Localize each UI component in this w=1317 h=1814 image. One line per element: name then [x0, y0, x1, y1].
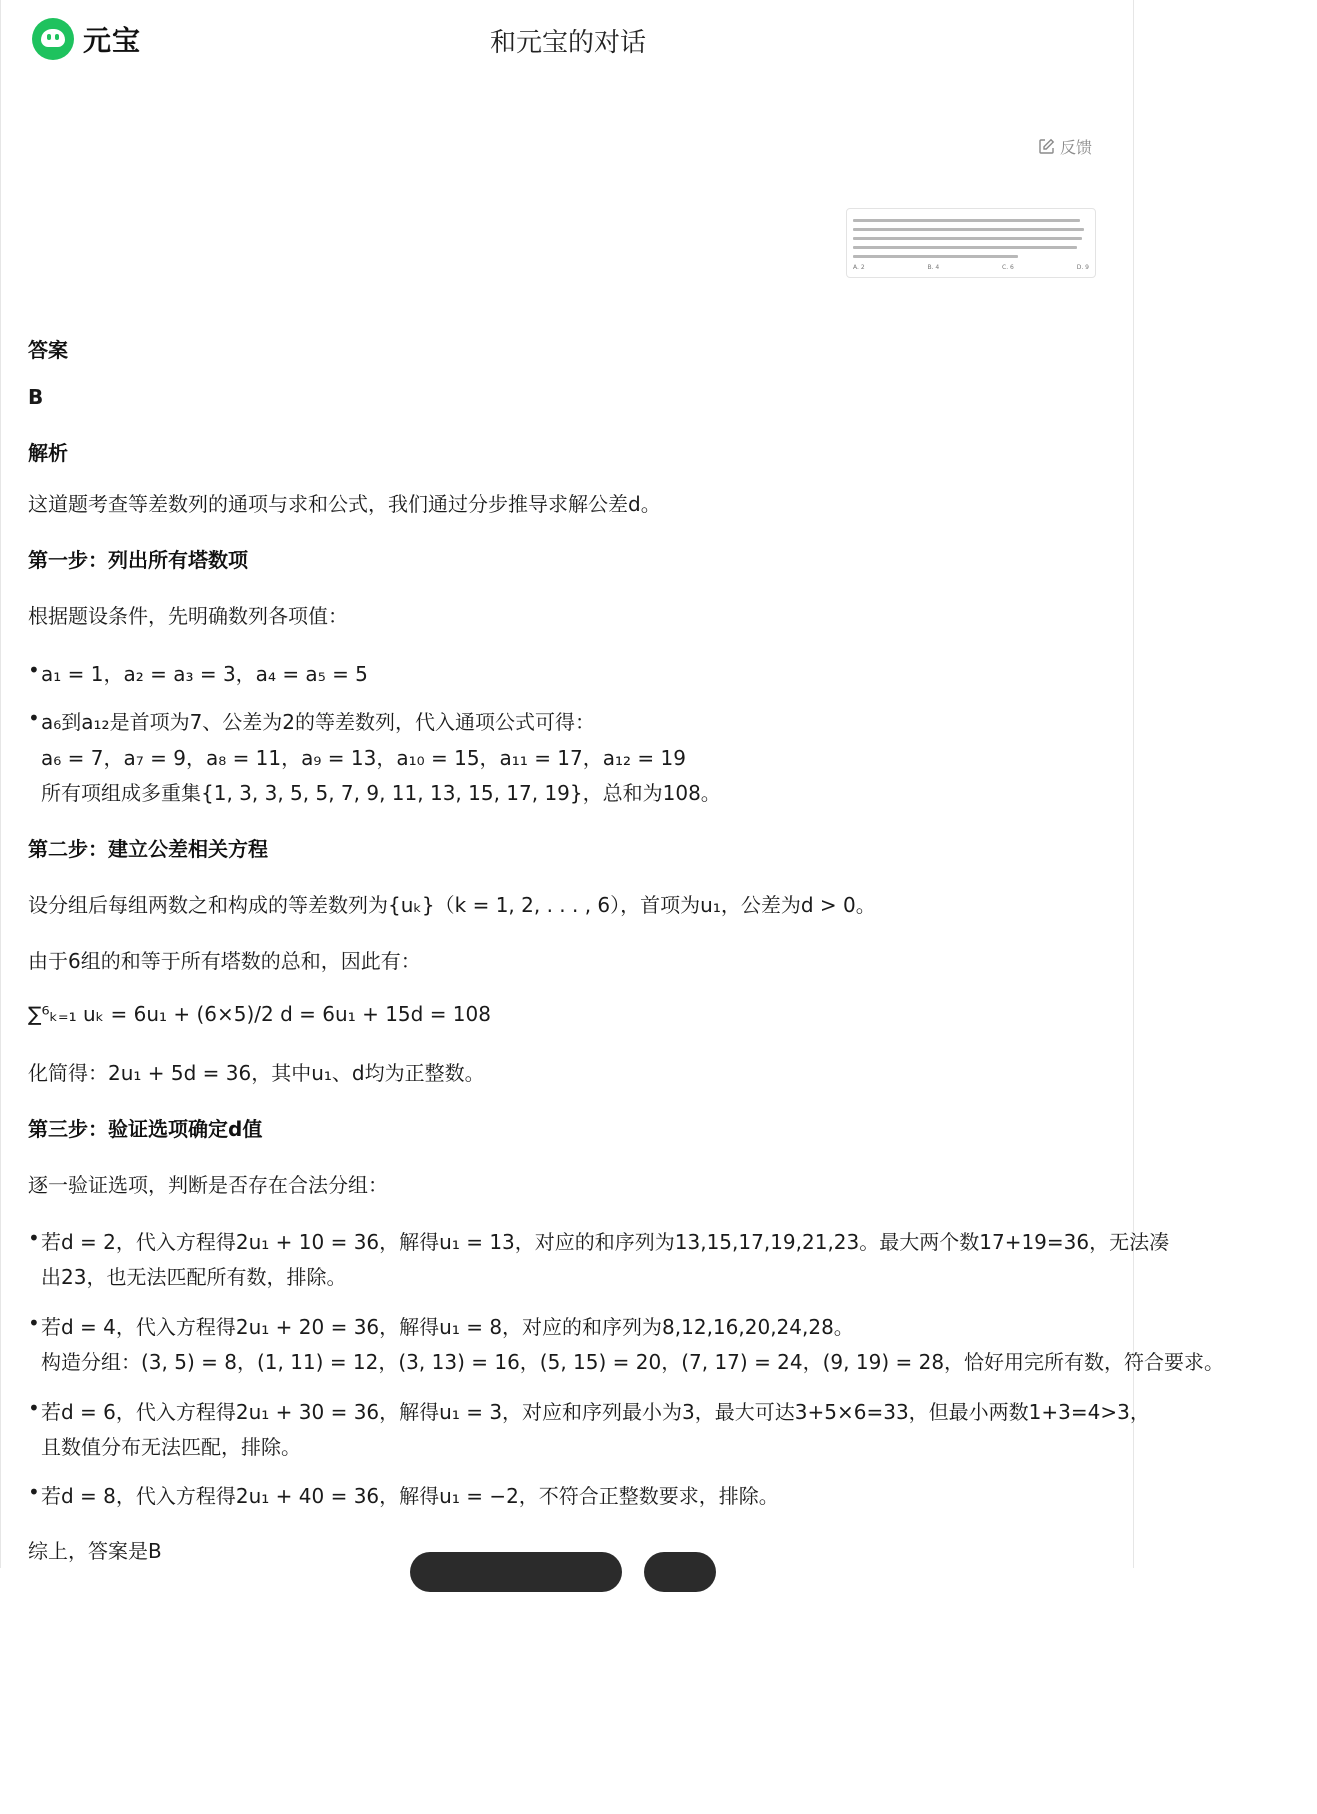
- step1-bullet2: a₆到a₁₂是首项为7、公差为2的等差数列，代入通项公式可得：: [41, 710, 596, 734]
- step3-title: 第三步：验证选项确定d值: [28, 1117, 263, 1141]
- step1-intro: 根据题设条件，先明确数列各项值：: [28, 604, 348, 628]
- answer-heading: 答案: [28, 338, 68, 362]
- bullet-dot: •: [28, 1480, 40, 1504]
- bullet-dot: •: [28, 706, 40, 730]
- step2-text3: 化简得：2u₁ + 5d = 36，其中u₁、d均为正整数。: [28, 1061, 485, 1085]
- feedback-label: 反馈: [1059, 138, 1092, 157]
- step1-title: 第一步：列出所有塔数项: [28, 548, 248, 572]
- step2-title: 第二步：建立公差相关方程: [28, 837, 268, 861]
- step1-sum: 所有项组成多重集{1, 3, 3, 5, 5, 7, 9, 11, 13, 15, 17, 19}，总和为108。: [41, 781, 721, 805]
- step1-bullet1: a₁ = 1，a₂ = a₃ = 3，a₄ = a₅ = 5: [41, 662, 368, 686]
- answer-value: B: [28, 385, 44, 409]
- case-d4-line1: 若d = 4，代入方程得2u₁ + 20 = 36，解得u₁ = 8，对应的和序列为8,12,16,20,24,28。: [41, 1315, 854, 1339]
- question-image-thumbnail[interactable]: [846, 208, 1096, 278]
- case-d6-line2: 且数值分布无法匹配，排除。: [41, 1435, 301, 1459]
- bullet-dot: •: [28, 658, 40, 682]
- step2-text1: 设分组后每组两数之和构成的等差数列为{uₖ}（k = 1, 2, . . . , 6），首项为u₁，公差为d > 0。: [28, 893, 876, 917]
- case-d8: 若d = 8，代入方程得2u₁ + 40 = 36，解得u₁ = −2，不符合正整数要求，排除。: [41, 1484, 779, 1508]
- step2-text2: 由于6组的和等于所有塔数的总和，因此有：: [28, 949, 421, 973]
- bottom-action-button[interactable]: [410, 1552, 622, 1592]
- feedback-button[interactable]: [1038, 135, 1092, 158]
- analysis-heading: 解析: [28, 441, 68, 465]
- sum-equation: ∑⁶ₖ₌₁ uₖ = 6u₁ + (6×5)/2 d = 6u₁ + 15d = 108: [28, 1002, 491, 1026]
- case-d4-line2: 构造分组：(3, 5) = 8，(1, 11) = 12，(3, 13) = 16，(5, 15) = 20，(7, 17) = 24，(9, 19) = 28，恰好用完所有数，符合要求。: [41, 1350, 1225, 1374]
- conclusion-text: 综上，答案是B: [28, 1539, 162, 1563]
- intro-text: 这道题考查等差数列的通项与求和公式，我们通过分步推导求解公差d。: [28, 492, 661, 516]
- case-d6-line1: 若d = 6，代入方程得2u₁ + 30 = 36，解得u₁ = 3，对应和序列最小为3，最大可达3+5×6=33，但最小两数1+3=4>3，: [41, 1400, 1150, 1424]
- edit-icon: [1038, 138, 1055, 155]
- thumbnail-options: A. 2 B. 4 C. 6 D. 9: [853, 264, 1089, 271]
- case-d2-line2: 出23，也无法匹配所有数，排除。: [41, 1265, 347, 1289]
- bullet-dot: •: [28, 1396, 40, 1420]
- case-d2-line1: 若d = 2，代入方程得2u₁ + 10 = 36，解得u₁ = 13，对应的和序列为13,15,17,19,21,23。最大两个数17+19=36，无法凑: [41, 1230, 1170, 1254]
- bottom-icon-button[interactable]: [644, 1552, 716, 1592]
- step3-intro: 逐一验证选项，判断是否存在合法分组：: [28, 1173, 388, 1197]
- step1-terms: a₆ = 7，a₇ = 9，a₈ = 11，a₉ = 13，a₁₀ = 15，a₁₁ = 17，a₁₂ = 19: [41, 746, 686, 770]
- bullet-dot: •: [28, 1311, 40, 1335]
- bullet-dot: •: [28, 1226, 40, 1250]
- header: [0, 0, 1136, 80]
- logo-text: 元宝: [83, 24, 142, 57]
- page-title: 和元宝的对话: [489, 28, 646, 58]
